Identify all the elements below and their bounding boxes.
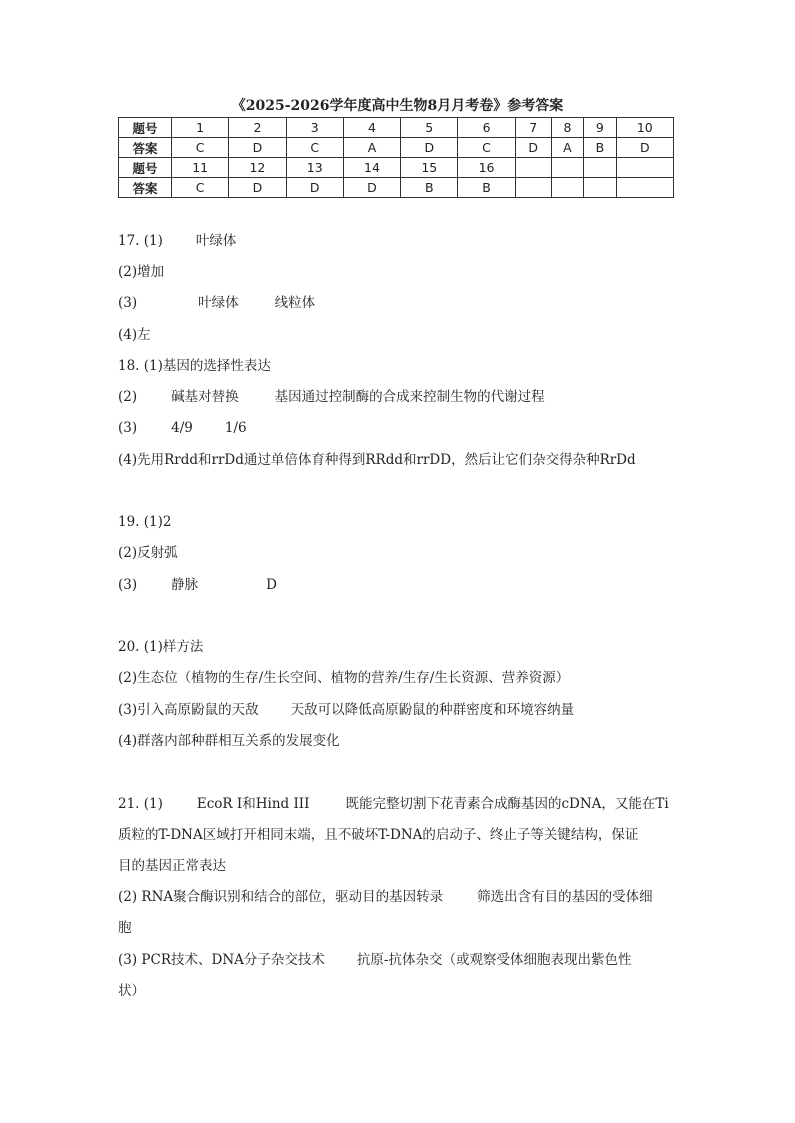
answer-cell: C — [172, 138, 229, 158]
q18-part4: (4)先用Rrdd和rrDd通过单倍体育种得到RRdd和rrDD，然后让它们杂交得杂种RrDd — [118, 452, 636, 468]
question-number-cell: 9 — [584, 118, 616, 138]
q21-part3-line1 — [118, 950, 631, 970]
q21-part3-line2: 状） — [118, 983, 145, 999]
question-number-cell — [551, 158, 583, 178]
q17-part4: (4)左 — [118, 327, 151, 343]
q21-p1-enzymes: EcoR I和Hind III — [196, 796, 310, 812]
question-number-cell: 1 — [172, 118, 229, 138]
q17-p3-answer-b: 线粒体 — [274, 295, 316, 311]
question-number-cell: 13 — [286, 158, 343, 178]
q18-p2-answer-b: 基因通过控制酶的合成来控制生物的代谢过程 — [274, 389, 545, 405]
q19-part1: 19. (1)2 — [118, 514, 172, 530]
q19-p3-answer-b: D — [266, 577, 277, 593]
question-number-cell: 5 — [401, 118, 458, 138]
q17-p3-label: (3) — [118, 295, 138, 311]
q20-part1: 20. (1)样方法 — [118, 639, 204, 655]
answer-cell: C — [458, 138, 515, 158]
q17-part2: (2)增加 — [118, 264, 165, 280]
question-number-cell: 15 — [401, 158, 458, 178]
question-number-cell: 14 — [343, 158, 400, 178]
q21-p3-answer-b: 抗原-抗体杂交（或观察受体细胞表现出紫色性 — [356, 952, 632, 968]
q20-part2: (2)生态位（植物的生存/生长空间、植物的营养/生存/生长资源、营养资源） — [118, 670, 570, 686]
question-number-cell: 3 — [286, 118, 343, 138]
question-number-cell — [515, 158, 551, 178]
q21-p3-answer-a: (3) PCR技术、DNA分子杂交技术 — [118, 952, 325, 968]
q18-part1: 18. (1)基因的选择性表达 — [118, 358, 271, 374]
question-number-header: 题号 — [119, 158, 172, 178]
q21-p2-answer-b: 筛选出含有目的基因的受体细 — [477, 889, 653, 905]
q20-part3 — [118, 700, 574, 720]
q20-p3-answer-a: (3)引入高原鼢鼠的天敌 — [118, 702, 259, 718]
table-row — [119, 118, 674, 138]
answer-cell: D — [229, 178, 286, 198]
question-number-cell: 6 — [458, 118, 515, 138]
page-title: 《2025-2026学年度高中生物8月月考卷》参考答案 — [231, 98, 564, 114]
question-number-cell: 10 — [616, 118, 673, 138]
question-number-cell: 11 — [172, 158, 229, 178]
q18-p2-answer-a: 碱基对替换 — [171, 389, 239, 405]
q19-part2: (2)反射弧 — [118, 545, 178, 561]
q18-p2-label: (2) — [118, 389, 138, 405]
q20-part4: (4)群落内部种群相互关系的发展变化 — [118, 733, 340, 749]
question-number-cell — [616, 158, 673, 178]
table-row — [119, 158, 674, 178]
answer-cell — [515, 178, 551, 198]
q18-part2 — [118, 387, 545, 407]
q18-part3 — [118, 418, 247, 438]
answer-cell: A — [343, 138, 400, 158]
q21-part1-line3: 目的基因正常表达 — [118, 858, 226, 874]
answer-cell: B — [584, 138, 616, 158]
q18-p3-answer-b: 1/6 — [224, 420, 247, 436]
q20-p3-answer-b: 天敌可以降低高原鼢鼠的种群密度和环境容纳量 — [290, 702, 575, 718]
q21-part2-line1 — [118, 887, 653, 907]
q17-part3 — [118, 293, 315, 313]
q18-p3-answer-a: 4/9 — [171, 420, 193, 436]
question-number-cell: 4 — [343, 118, 400, 138]
q21-p1-reason: 既能完整切割下花青素合成酶基因的cDNA，又能在Ti — [345, 796, 669, 812]
answer-cell: C — [172, 178, 229, 198]
q19-p3-label: (3) — [118, 577, 138, 593]
answer-cell: D — [286, 178, 343, 198]
answer-cell: D — [616, 138, 673, 158]
question-number-header: 题号 — [119, 118, 172, 138]
answer-cell: D — [229, 138, 286, 158]
question-number-cell: 8 — [551, 118, 583, 138]
answer-cell — [584, 178, 616, 198]
table-row — [119, 178, 674, 198]
answer-cell: D — [515, 138, 551, 158]
q21-p2-answer-a: (2) RNA聚合酶识别和结合的部位，驱动目的基因转录 — [118, 889, 444, 905]
answer-header: 答案 — [119, 138, 172, 158]
q18-p3-label: (3) — [118, 420, 138, 436]
question-number-cell: 2 — [229, 118, 286, 138]
question-number-cell: 12 — [229, 158, 286, 178]
q19-p3-answer-a: 静脉 — [171, 577, 199, 593]
answer-cell: D — [401, 138, 458, 158]
answer-cell — [616, 178, 673, 198]
answer-table — [118, 117, 674, 198]
question-number-cell — [584, 158, 616, 178]
answer-cell: A — [551, 138, 583, 158]
q17-p1-answer: 叶绿体 — [195, 233, 237, 249]
answer-cell: B — [401, 178, 458, 198]
answer-header: 答案 — [119, 178, 172, 198]
q21-part2-line2: 胞 — [118, 920, 132, 936]
answer-cell: D — [343, 178, 400, 198]
q21-p1-label: 21. (1) — [118, 796, 163, 812]
table-row — [119, 138, 674, 158]
q17-part1 — [118, 231, 236, 251]
q17-p3-answer-a: 叶绿体 — [198, 295, 239, 311]
q21-part1-line1 — [118, 794, 669, 814]
q21-part1-line2: 质粒的T-DNA区域打开相同末端，且不破坏T-DNA的启动子、终止子等关键结构，保证 — [118, 827, 639, 843]
answer-cell — [551, 178, 583, 198]
answer-cell: B — [458, 178, 515, 198]
q17-p1-label: 17. (1) — [118, 233, 163, 249]
question-number-cell: 7 — [515, 118, 551, 138]
q19-part3 — [118, 575, 277, 595]
answer-cell: C — [286, 138, 343, 158]
question-number-cell: 16 — [458, 158, 515, 178]
